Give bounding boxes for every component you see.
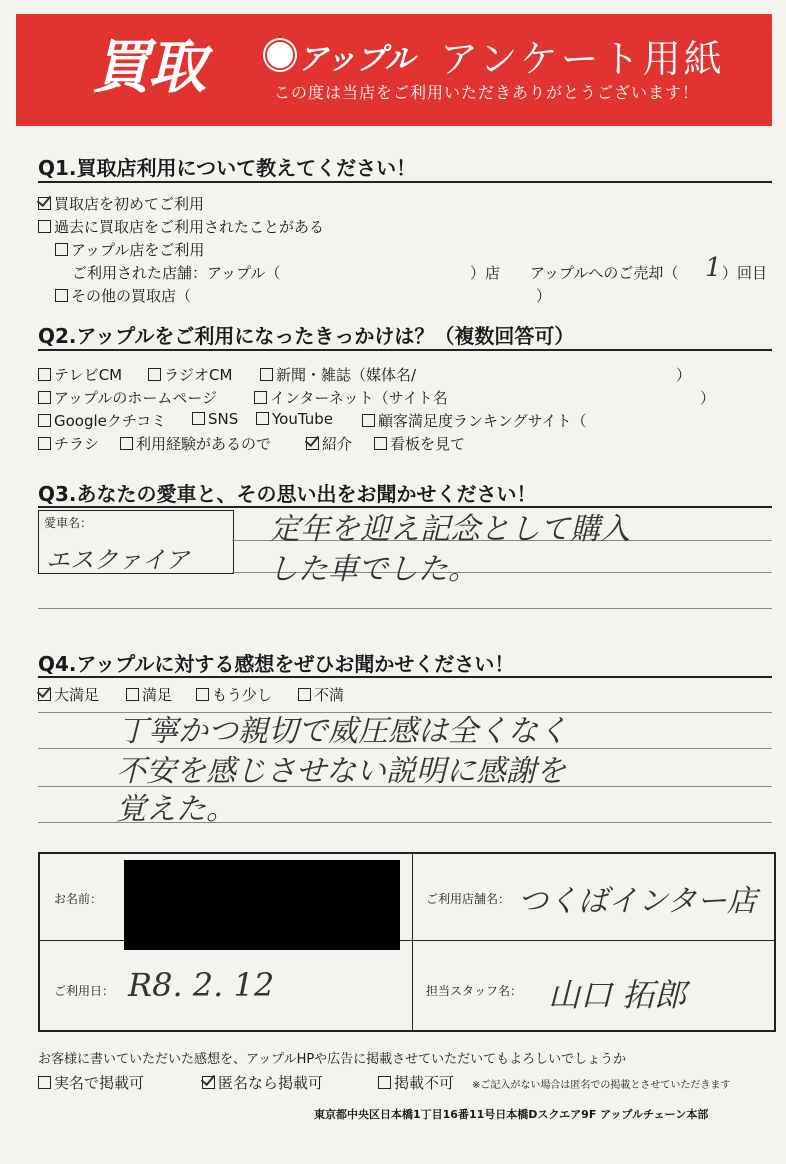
checkbox-icon[interactable] <box>196 688 209 701</box>
q4-rule <box>38 676 772 678</box>
consent-anon-label: 匿名なら掲載可 <box>218 1074 324 1092</box>
q1-title: Q1.買取店利用について教えてください！ <box>38 156 417 180</box>
q4-room-to-improve[interactable] <box>196 684 272 705</box>
q3-line-3 <box>38 608 772 609</box>
q2-experience[interactable] <box>120 433 271 454</box>
info-divider-v <box>412 852 413 1030</box>
checkbox-icon[interactable] <box>120 437 133 450</box>
checkbox-icon[interactable] <box>38 1076 51 1089</box>
apple-logo-text: アップル <box>298 42 415 77</box>
checkbox-checked-icon[interactable] <box>306 437 319 450</box>
q4-satisfied[interactable] <box>126 684 172 705</box>
q2-news[interactable] <box>260 364 416 385</box>
q1-store-suffix: ）店 <box>470 264 501 282</box>
store-name-label: ご利用店舗名： <box>426 892 511 906</box>
date-value[interactable]: R8. 2. 12 <box>128 966 275 1004</box>
q2-referral[interactable] <box>306 433 352 454</box>
checkbox-icon[interactable] <box>148 368 161 381</box>
q2-youtube-label: YouTube <box>272 410 333 428</box>
memory-text-line2[interactable]: した車でした。 <box>268 552 478 587</box>
q2-tvcm-label: テレビCM <box>54 366 123 384</box>
q2-experience-label: 利用経験があるので <box>136 435 272 453</box>
staff-label: 担当スタッフ名： <box>426 984 523 998</box>
checkbox-icon[interactable] <box>256 412 269 425</box>
q2-sns[interactable] <box>192 410 238 428</box>
q1-other-label: その他の買取店（ <box>71 287 192 305</box>
checkbox-icon[interactable] <box>298 688 311 701</box>
consent-not-allowed[interactable] <box>378 1072 454 1093</box>
q3-title: Q3.あなたの愛車と、その思い出をお聞かせください！ <box>38 482 537 506</box>
checkbox-checked-icon[interactable] <box>38 688 51 701</box>
q1-other-close: ） <box>536 287 552 305</box>
q2-flyer[interactable] <box>38 433 99 454</box>
q2-tvcm[interactable] <box>38 364 122 385</box>
q2-youtube[interactable] <box>256 410 333 428</box>
q2-referral-label: 紹介 <box>322 435 353 453</box>
checkbox-icon[interactable] <box>374 437 387 450</box>
q1-first-label: 買取店を初めてご利用 <box>54 195 205 213</box>
q1-past-label: 過去に買取店をご利用されたことがある <box>54 218 325 236</box>
checkbox-icon[interactable] <box>254 391 267 404</box>
checkbox-icon[interactable] <box>55 289 68 302</box>
checkbox-icon[interactable] <box>38 391 51 404</box>
comment-line3[interactable]: 覚えた。 <box>116 792 236 827</box>
date-label: ご利用日： <box>54 984 115 998</box>
checkbox-icon[interactable] <box>192 412 205 425</box>
car-name-value[interactable]: エスクァイア <box>46 546 190 574</box>
redacted-name-field[interactable] <box>124 860 400 950</box>
consent-note: ※ご記入がない場合は匿名での掲載とさせていただきます <box>472 1080 731 1091</box>
consent-real-label: 実名で掲載可 <box>54 1074 145 1092</box>
consent-question: お客様に書いていただいた感想を、アップルHPや広告に掲載させていただいてもよろしいでしょうか <box>38 1052 627 1067</box>
checkbox-icon[interactable] <box>38 220 51 233</box>
car-name-label: 愛車名： <box>44 516 93 530</box>
header-subtitle: この度は当店をご利用いただきありがとうございます！ <box>274 83 700 102</box>
checkbox-icon[interactable] <box>260 368 273 381</box>
checkbox-icon[interactable] <box>38 414 51 427</box>
q1-count-label: アップルへのご売却（ <box>530 264 679 282</box>
q2-sign[interactable] <box>374 433 465 454</box>
q2-flyer-label: チラシ <box>54 435 100 453</box>
hq-address: 東京都中央区日本橋1丁目16番11号日本橋Dスクエア9F アップルチェーン本部 <box>314 1108 709 1121</box>
q4-unsatisfied-label: 不満 <box>314 686 345 704</box>
q4-more-label: もう少し <box>212 686 273 704</box>
comment-line1[interactable]: 丁寧かつ親切で威圧感は全くなく <box>118 714 568 749</box>
q2-internet-close: ） <box>700 389 716 407</box>
q2-internet-label: インターネット（サイト名 <box>270 389 448 407</box>
q2-ranking-label: 顧客満足度ランキングサイト（ <box>378 412 587 430</box>
name-label: お名前： <box>54 892 103 906</box>
q1-apple-label: アップル店をご利用 <box>71 241 205 259</box>
q2-homepage[interactable] <box>38 387 217 408</box>
q2-google-label: Googleクチコミ <box>54 412 167 430</box>
checkbox-icon[interactable] <box>362 414 375 427</box>
q1-first-time[interactable] <box>38 193 204 214</box>
q4-title: Q4.アップルに対する感想をぜひお聞かせください！ <box>38 652 515 676</box>
q2-ranking[interactable] <box>362 410 587 431</box>
q2-sign-label: 看板を見て <box>390 435 466 453</box>
q2-news-label: 新聞・雑誌（媒体名/ <box>276 366 417 384</box>
checkbox-icon[interactable] <box>38 368 51 381</box>
q4-unsatisfied[interactable] <box>298 684 344 705</box>
q2-title: Q2.アップルをご利用になったきっかけは？（複数回答可） <box>38 324 575 348</box>
q1-store-label: ご利用された店舗：アップル（ <box>72 264 281 282</box>
consent-no-label: 掲載不可 <box>394 1074 455 1092</box>
apple-logo-icon <box>265 40 295 70</box>
consent-anonymous[interactable] <box>202 1072 323 1093</box>
checkbox-icon[interactable] <box>378 1076 391 1089</box>
checkbox-icon[interactable] <box>55 243 68 256</box>
q2-internet[interactable] <box>254 387 448 408</box>
q2-news-close: ） <box>676 366 692 384</box>
q1-count-value[interactable]: 1 <box>705 253 722 283</box>
q2-google[interactable] <box>38 410 166 431</box>
q4-very-label: 大満足 <box>54 686 100 704</box>
q4-satisfied-label: 満足 <box>142 686 173 704</box>
q2-sns-label: SNS <box>208 410 239 428</box>
q2-radio-label: ラジオCM <box>164 366 233 384</box>
kaitori-logo: 買取 <box>92 33 205 101</box>
memory-text-line1[interactable]: 定年を迎え記念として購入 <box>270 512 630 547</box>
checkbox-icon[interactable] <box>38 437 51 450</box>
q1-apple-store[interactable] <box>55 239 204 260</box>
q1-rule <box>38 181 772 183</box>
q2-rule <box>38 349 772 351</box>
checkbox-checked-icon[interactable] <box>202 1076 215 1089</box>
staff-value[interactable]: 山口 拓郎 <box>548 976 687 1014</box>
q1-count-suffix: ）回目 <box>722 264 768 282</box>
q2-hp-label: アップルのホームページ <box>54 389 218 407</box>
checkbox-checked-icon[interactable] <box>38 197 51 210</box>
comment-line2[interactable]: 不安を感じさせない説明に感謝を <box>116 754 566 789</box>
q1-other-store[interactable] <box>55 285 191 306</box>
store-name-value[interactable]: つくばインター店 <box>518 884 757 919</box>
form-title: アンケート用紙 <box>440 37 725 81</box>
q4-very-satisfied[interactable] <box>38 684 99 705</box>
q1-used-before[interactable] <box>38 216 324 237</box>
consent-real-name[interactable] <box>38 1072 144 1093</box>
checkbox-icon[interactable] <box>126 688 139 701</box>
q2-radio[interactable] <box>148 364 232 385</box>
